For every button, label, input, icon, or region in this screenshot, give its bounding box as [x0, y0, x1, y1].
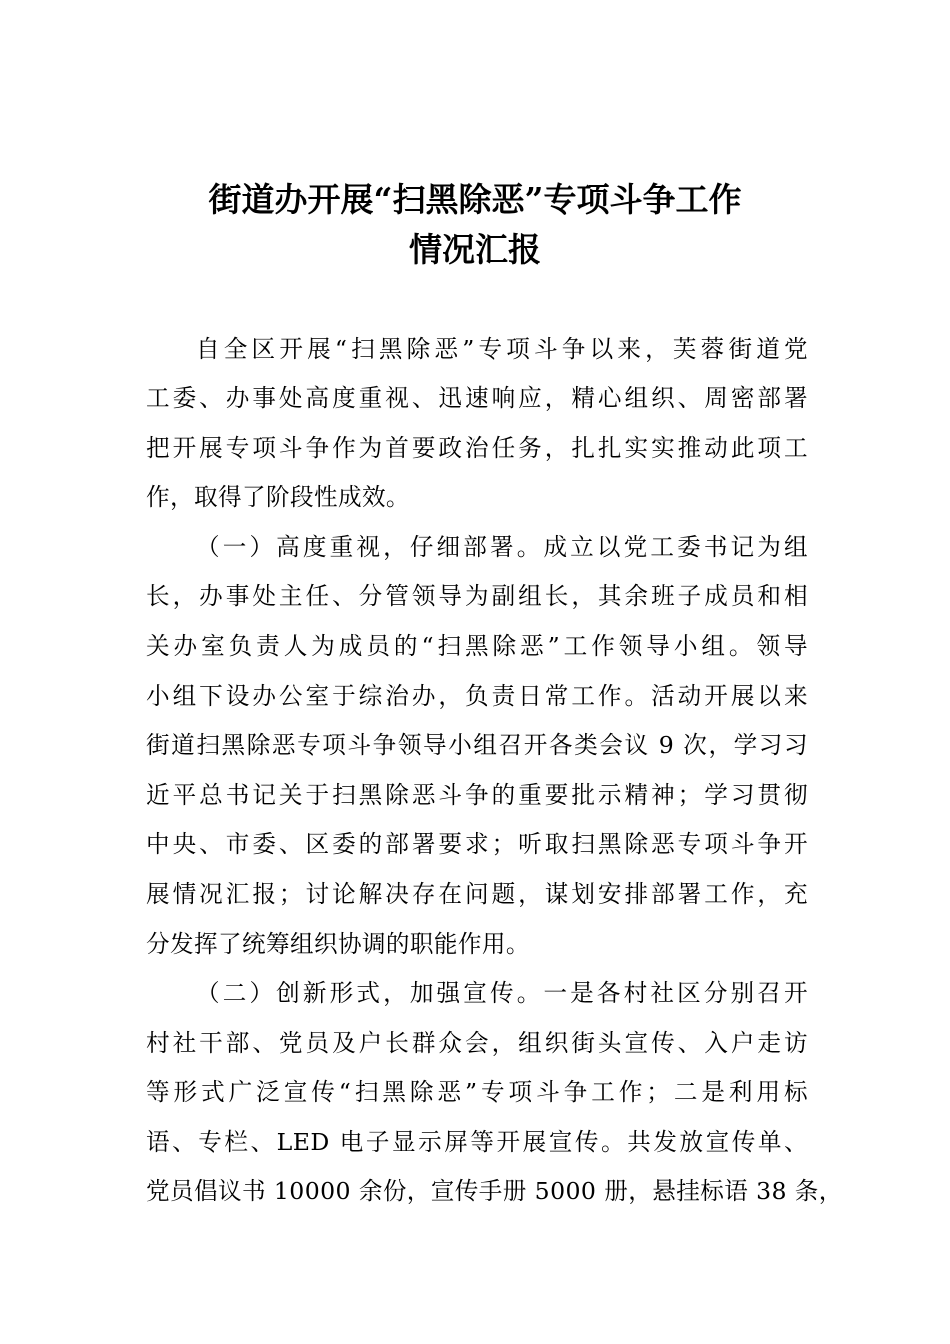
paragraph-line: （二）创新形式，加强宣传。一是各村社区分别召开: [196, 979, 808, 1007]
paragraph-line: 小组下设办公室于综治办，负责日常工作。活动开展以来: [146, 682, 808, 710]
document-title-line-2: 情况汇报: [409, 230, 541, 269]
paragraph-line: 自全区开展“扫黑除恶”专项斗争以来，芙蓉街道党: [196, 335, 808, 363]
paragraph-line: 村社干部、党员及户长群众会，组织街头宣传、入户走访: [146, 1029, 808, 1057]
paragraph-line: 中央、市委、区委的部署要求；听取扫黑除恶专项斗争开: [146, 830, 808, 858]
paragraph-line: 街道扫黑除恶专项斗争领导小组召开各类会议 9 次，学习习: [146, 731, 808, 759]
paragraph-line: 近平总书记关于扫黑除恶斗争的重要批示精神；学习贯彻: [146, 781, 808, 809]
paragraph-line: 分发挥了统筹组织协调的职能作用。: [146, 930, 530, 958]
paragraph-line: 长，办事处主任、分管领导为副组长，其余班子成员和相: [146, 582, 808, 610]
paragraph-line: 关办室负责人为成员的“扫黑除恶”工作领导小组。领导: [146, 632, 808, 660]
paragraph-line: 把开展专项斗争作为首要政治任务，扎扎实实推动此项工: [146, 434, 808, 462]
document-title-line-1: 街道办开展“扫黑除恶”专项斗争工作: [208, 180, 742, 219]
paragraph-line: 展情况汇报；讨论解决存在问题，谋划安排部署工作，充: [146, 880, 808, 908]
paragraph-line: 等形式广泛宣传“扫黑除恶”专项斗争工作；二是利用标: [146, 1078, 808, 1106]
paragraph-line: 语、专栏、LED 电子显示屏等开展宣传。共发放宣传单、: [146, 1128, 808, 1156]
paragraph-line: （一）高度重视，仔细部署。成立以党工委书记为组: [196, 533, 808, 561]
paragraph-line: 党员倡议书 10000 余份，宣传手册 5000 册，悬挂标语 38 条，: [146, 1177, 843, 1205]
paragraph-line: 作，取得了阶段性成效。: [146, 483, 410, 511]
paragraph-line: 工委、办事处高度重视、迅速响应，精心组织、周密部署: [146, 384, 808, 412]
